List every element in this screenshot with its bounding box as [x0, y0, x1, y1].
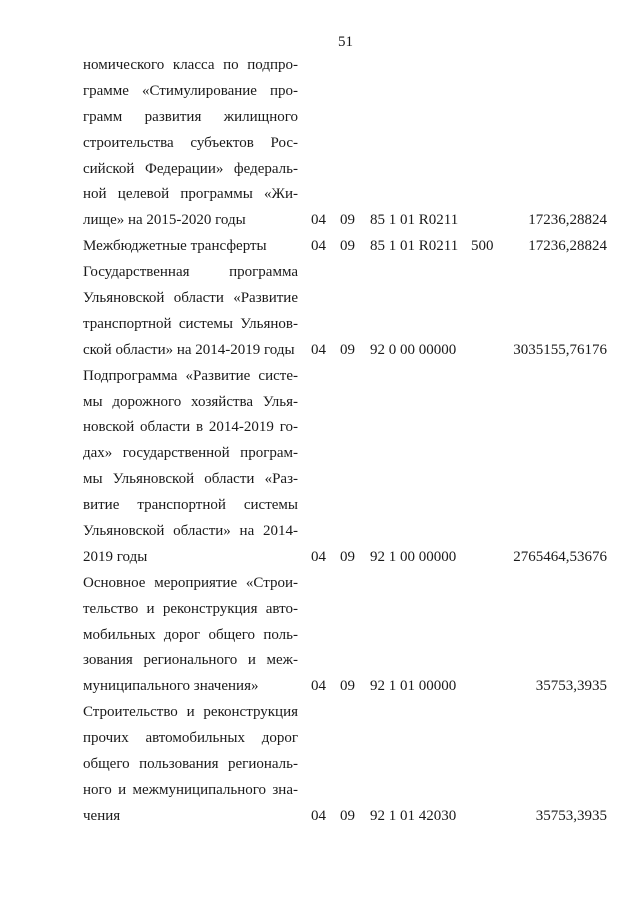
table-row: [0, 260, 640, 364]
budget-table: [0, 53, 640, 830]
description-line: Подпрограмма «Развитие систе-: [83, 367, 298, 384]
description-line: Ульяновской области» на 2014-: [83, 523, 298, 540]
target-article-code: 85 1 01 R0211: [370, 212, 459, 229]
amount-value: 35753,3935: [535, 678, 607, 695]
amount-value: 35753,3935: [535, 807, 607, 824]
description-line: Основное мероприятие «Строи-: [83, 574, 298, 591]
description-line: витие транспортной системы: [83, 497, 298, 514]
description-line: мы Ульяновской области «Раз-: [83, 471, 298, 488]
description-line: зования регионального и меж-: [83, 652, 298, 669]
description-line: мы дорожного хозяйства Улья-: [83, 393, 298, 410]
row-description: [83, 700, 298, 829]
section-code: 04: [311, 238, 326, 255]
row-description: [83, 571, 298, 700]
amount-value: 3035155,76176: [513, 341, 607, 358]
section-code: 04: [311, 212, 326, 229]
description-line: чения: [83, 807, 121, 824]
subsection-code: 09: [340, 548, 355, 565]
description-line: лище» на 2015-2020 годы: [83, 212, 246, 229]
section-code: 04: [311, 678, 326, 695]
subsection-code: 09: [340, 212, 355, 229]
description-line: муниципального значения»: [83, 678, 259, 695]
description-line: Государственная программа: [83, 264, 298, 281]
description-line: ской области» на 2014-2019 годы: [83, 341, 295, 358]
table-row: [0, 53, 640, 234]
description-line: Межбюджетные трансферты: [83, 238, 267, 255]
subsection-code: 09: [340, 807, 355, 824]
table-row: [0, 700, 640, 829]
target-article-code: 92 1 01 42030: [370, 807, 457, 824]
description-line: строительства субъектов Рос-: [83, 134, 298, 151]
target-article-code: 92 1 00 00000: [370, 548, 457, 565]
subsection-code: 09: [340, 678, 355, 695]
description-line: ного и межмуниципального зна-: [83, 781, 298, 798]
section-code: 04: [311, 807, 326, 824]
description-line: грамм развития жилищного: [83, 108, 298, 125]
description-line: номического класса по подпро-: [83, 57, 298, 73]
description-line: Строительство и реконструкция: [83, 704, 298, 721]
description-line: мобильных дорог общего поль-: [83, 626, 298, 643]
row-description: [83, 364, 298, 571]
target-article-code: 85 1 01 R0211: [370, 238, 459, 255]
row-description: [83, 53, 298, 234]
amount-value: 17236,28824: [528, 212, 607, 229]
description-line: транспортной системы Ульянов-: [83, 315, 298, 332]
section-code: 04: [311, 341, 326, 358]
table-row: [0, 571, 640, 700]
subsection-code: 09: [340, 341, 355, 358]
table-row: [0, 234, 640, 260]
description-line: новской области в 2014-2019 го-: [83, 419, 298, 436]
description-line: прочих автомобильных дорог: [83, 730, 298, 747]
description-line: Ульяновской области «Развитие: [83, 290, 298, 307]
description-line: грамме «Стимулирование про-: [83, 82, 298, 99]
description-line: общего пользования региональ-: [83, 756, 298, 773]
target-article-code: 92 1 01 00000: [370, 678, 457, 695]
description-line: ной целевой программы «Жи-: [83, 186, 298, 203]
description-line: 2019 годы: [83, 548, 148, 565]
section-code: 04: [311, 548, 326, 565]
target-article-code: 92 0 00 00000: [370, 341, 457, 358]
description-line: дах» государственной програм-: [83, 445, 298, 462]
description-line: сийской Федерации» федераль-: [83, 160, 298, 177]
subsection-code: 09: [340, 238, 355, 255]
row-description: [83, 234, 298, 260]
table-row: [0, 364, 640, 571]
row-description: [83, 260, 298, 364]
amount-value: 17236,28824: [528, 238, 607, 255]
description-line: тельство и реконструкция авто-: [83, 600, 298, 617]
page-number: 51: [338, 34, 353, 50]
amount-value: 2765464,53676: [513, 548, 607, 565]
expense-type-code: 500: [471, 238, 494, 255]
